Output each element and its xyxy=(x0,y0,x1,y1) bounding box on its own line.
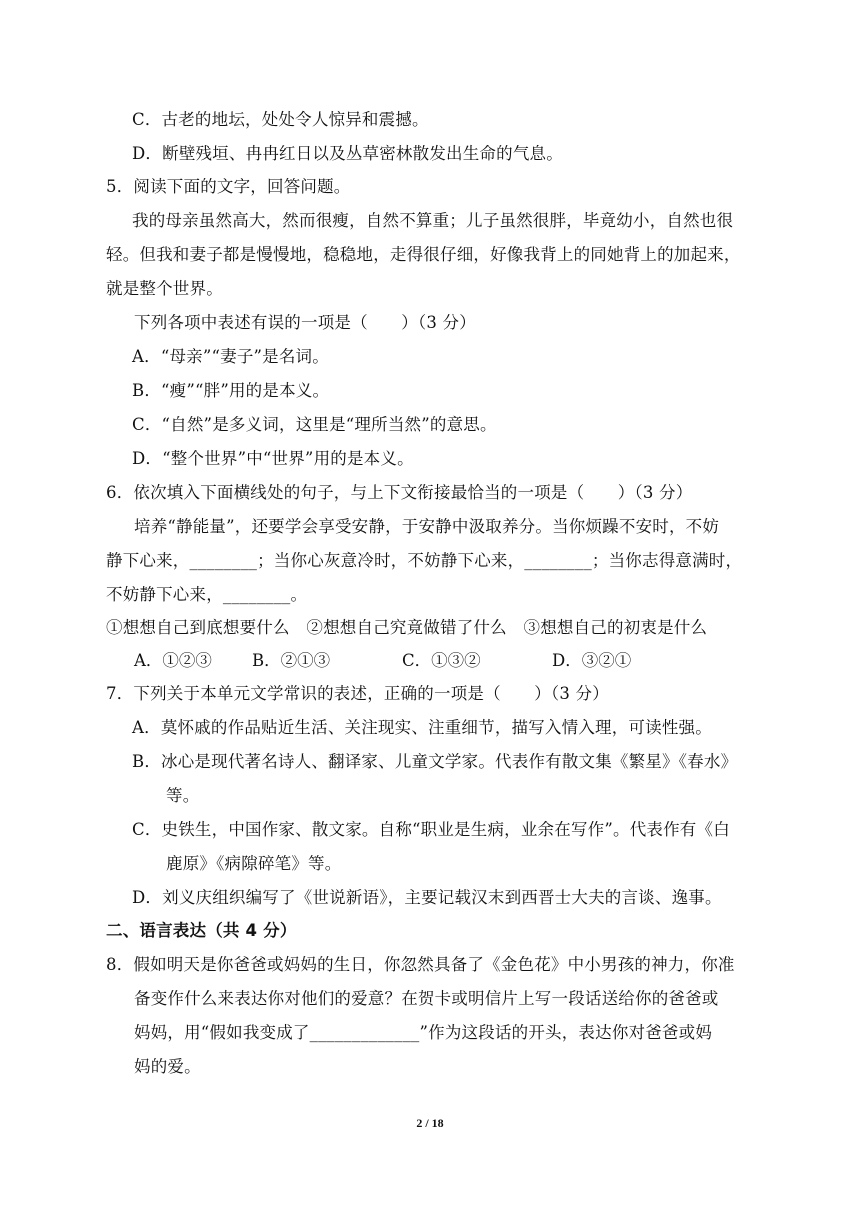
q7-option-b-line-1: B．冰心是现代著名诗人、翻译家、儿童文学家。代表作有散文集《繁星》《春水》 xyxy=(132,752,738,771)
q7-stem: 7．下列关于本单元文学常识的表述，正确的一项是（ ）（3 分） xyxy=(106,684,609,703)
q5-question: 下列各项中表述有误的一项是（ ）（3 分） xyxy=(134,313,476,332)
q7-option-c-line-2: 鹿原》《病隙碎笔》等。 xyxy=(166,854,342,873)
q6-option-a: A．①②③ xyxy=(134,651,212,670)
q5-passage-line-3: 就是整个世界。 xyxy=(106,279,223,298)
q6-passage-line-2: 静下心来，________；当你心灰意冷时，不妨静下心来，________；当你志得意满时， xyxy=(106,551,743,570)
q4-option-c: C．古老的地坛，处处令人惊异和震撼。 xyxy=(132,110,429,129)
q6-items: ①想想自己到底想要什么 ②想想自己究竟做错了什么 ③想想自己的初衷是什么 xyxy=(106,618,708,637)
q5-option-c: C．“自然”是多义词，这里是“理所当然”的意思。 xyxy=(132,415,497,434)
page-number: 2 / 18 xyxy=(416,1116,444,1130)
q6-option-d: D．③②① xyxy=(552,651,632,670)
q8-line-1: 8．假如明天是你爸爸或妈妈的生日，你忽然具备了《金色花》中小男孩的神力，你准 xyxy=(106,955,735,974)
q5-passage-line-1: 我的母亲虽然高大，然而很瘦，自然不算重；儿子虽然很胖，毕竟幼小，自然也很 xyxy=(132,211,734,230)
q7-option-b-line-2: 等。 xyxy=(166,786,200,805)
q8-line-4: 妈的爱。 xyxy=(134,1057,201,1076)
q7-option-c-line-1: C．史铁生，中国作家、散文家。自称“职业是生病，业余在写作”。代表作有《白 xyxy=(132,820,730,839)
section-2-heading: 二、语言表达（共 4 分） xyxy=(106,921,297,940)
q5-option-a: A．“母亲”“妻子”是名词。 xyxy=(132,347,329,366)
q7-option-a: A．莫怀戚的作品贴近生活、关注现实、注重细节，描写入情入理，可读性强。 xyxy=(132,718,712,737)
q5-passage-line-2: 轻。但我和妻子都是慢慢地，稳稳地，走得很仔细，好像我背上的同她背上的加起来， xyxy=(106,245,741,264)
q6-option-c: C．①③② xyxy=(402,651,481,670)
q5-option-b: B．“瘦”“胖”用的是本义。 xyxy=(132,381,330,400)
q5-stem: 5．阅读下面的文字，回答问题。 xyxy=(106,177,351,196)
q6-passage-line-3: 不妨静下心来，________。 xyxy=(106,585,308,604)
q7-option-d: D．刘义庆组织编写了《世说新语》，主要记载汉末到西晋士大夫的言谈、逸事。 xyxy=(132,888,722,907)
q4-option-d: D．断壁残垣、冉冉红日以及丛草密林散发出生命的气息。 xyxy=(132,144,563,163)
q8-line-3: 妈妈，用“假如我变成了_____________”作为这段话的开头，表达你对爸爸或妈 xyxy=(134,1023,713,1042)
q6-option-b: B．②①③ xyxy=(252,651,331,670)
q6-stem: 6．依次填入下面横线处的句子，与上下文衔接最恰当的一项是（ ）（3 分） xyxy=(106,483,693,502)
q6-passage-line-1: 培养“静能量”，还要学会享受安静，于安静中汲取养分。当你烦躁不安时，不妨 xyxy=(134,517,720,536)
q8-line-2: 备变作什么来表达你对他们的爱意？在贺卡或明信片上写一段话送给你的爸爸或 xyxy=(134,989,719,1008)
q5-option-d: D．“整个世界”中“世界”用的是本义。 xyxy=(132,449,414,468)
